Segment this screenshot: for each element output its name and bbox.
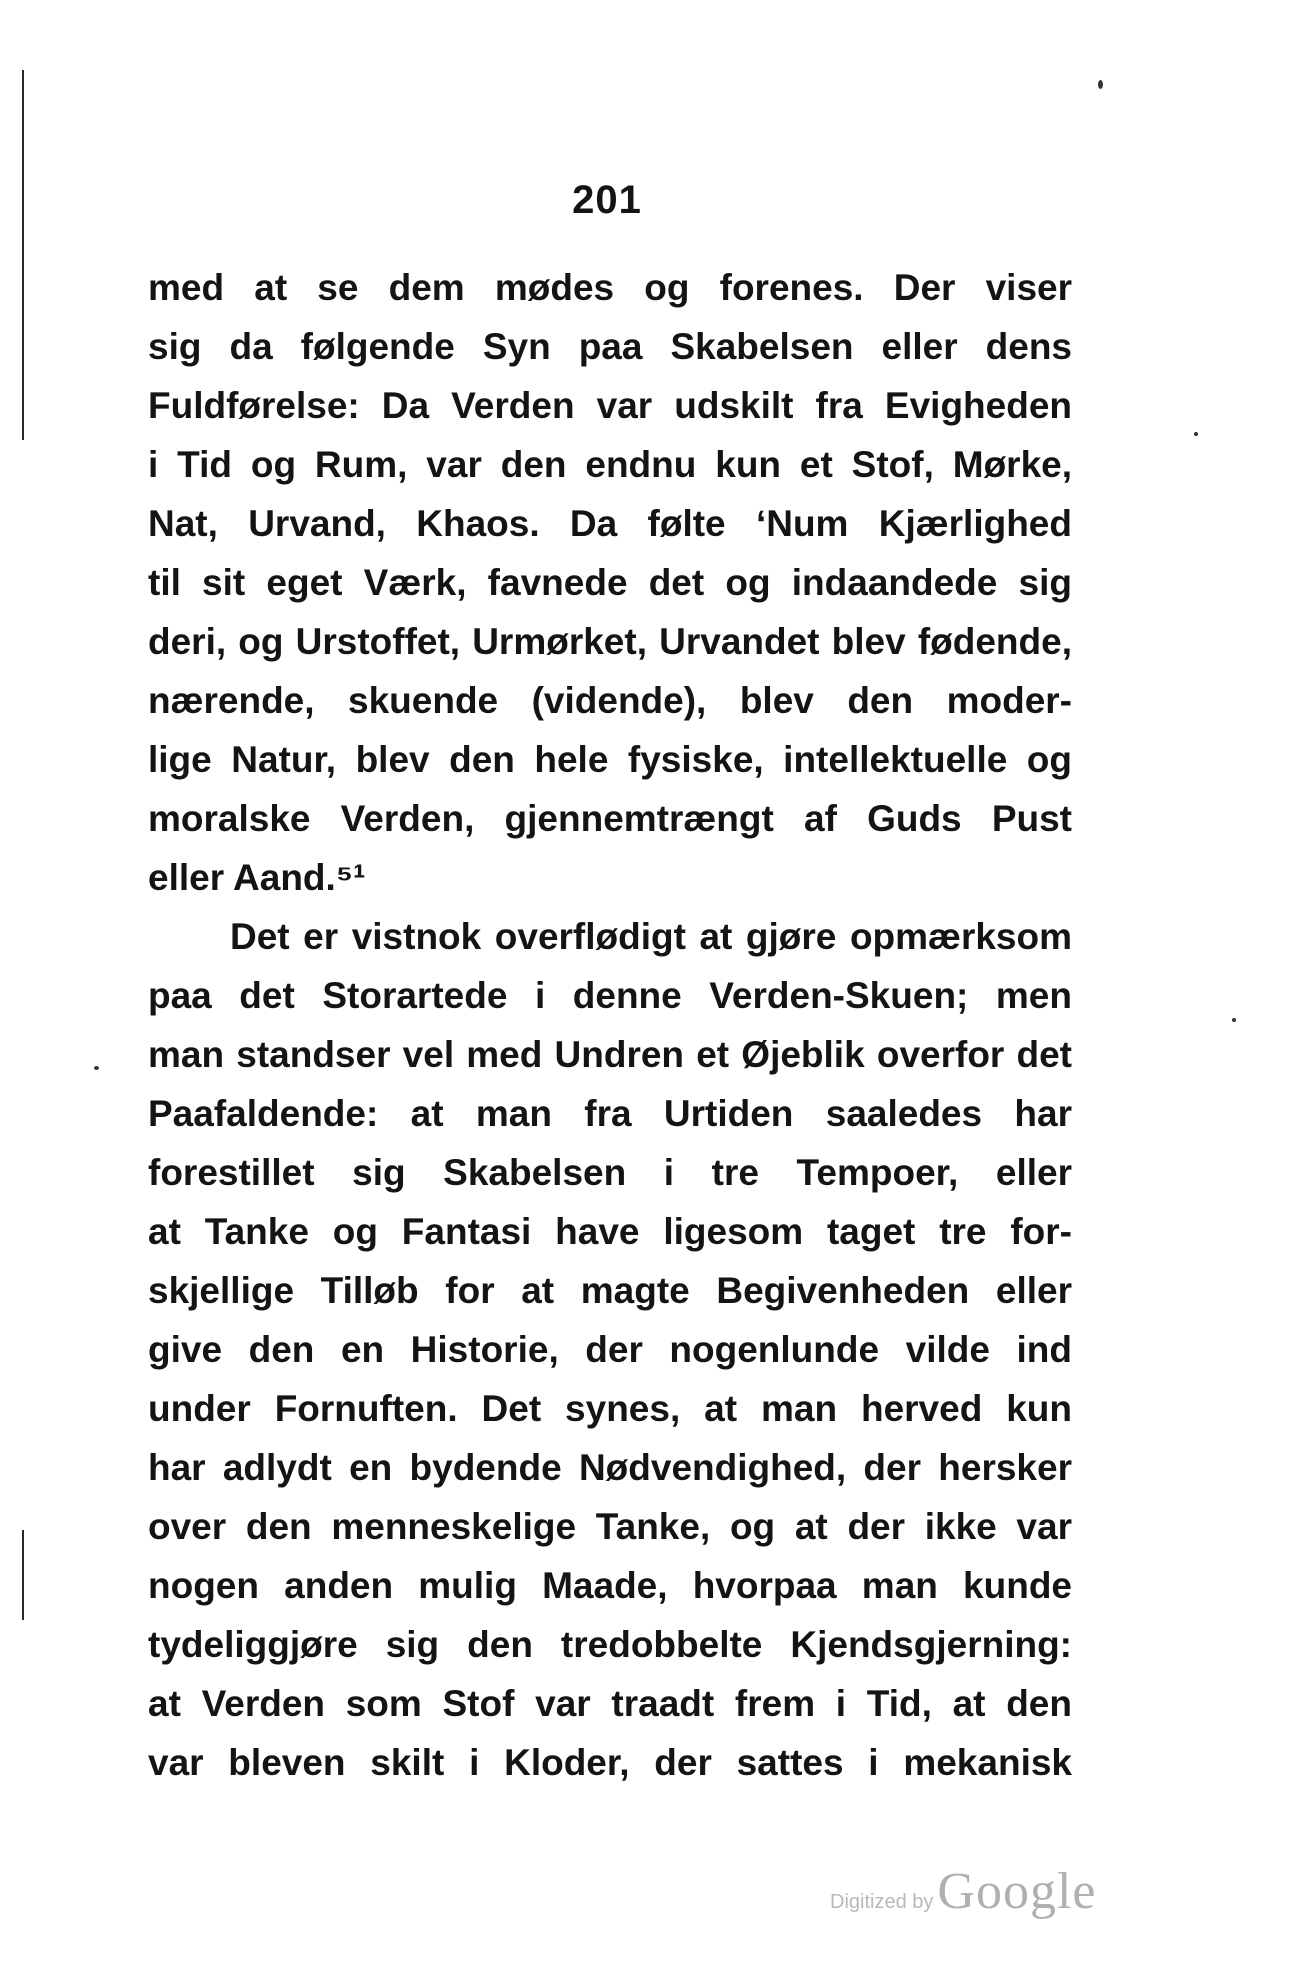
scan-edge-line-bottom — [22, 1530, 24, 1620]
text-line: Paafaldende: at man fra Urtiden saaledes har — [148, 1093, 1072, 1134]
text-line: forestillet sig Skabelsen i tre Tempoer, eller — [148, 1152, 1072, 1193]
body-text — [148, 258, 1072, 1792]
google-logo-text: Google — [937, 1863, 1097, 1920]
text-line: moralske Verden, gjennemtrængt af Guds Pust — [148, 798, 1072, 839]
scan-edge-line-top — [22, 70, 24, 440]
text-line: nærende, skuende (vidende), blev den moder- — [148, 680, 1072, 721]
text-line: Fuldførelse: Da Verden var udskilt fra Evigheden — [148, 385, 1072, 426]
scan-speck — [1098, 80, 1103, 89]
text-line: sig da følgende Syn paa Skabelsen eller dens — [148, 326, 1072, 367]
digitized-by-watermark — [830, 1862, 1096, 1921]
text-line: at Verden som Stof var traadt frem i Tid, at den — [148, 1683, 1072, 1724]
scan-speck — [1194, 432, 1198, 436]
text-line: i Tid og Rum, var den endnu kun et Stof, Mørke, — [148, 444, 1072, 485]
text-line: deri, og Urstoffet, Urmørket, Urvandet blev fødende, — [148, 621, 1072, 662]
text-line: har adlydt en bydende Nødvendighed, der hersker — [148, 1447, 1072, 1488]
text-line: Nat, Urvand, Khaos. Da følte ‘Num Kjærlighed — [148, 503, 1072, 544]
digitized-by-label: Digitized by — [830, 1891, 934, 1913]
text-line: nogen anden mulig Maade, hvorpaa man kunde — [148, 1565, 1072, 1606]
text-line: lige Natur, blev den hele fysiske, intellektuelle og — [148, 739, 1072, 780]
text-line: under Fornuften. Det synes, at man herved kun — [148, 1388, 1072, 1429]
text-line: give den en Historie, der nogenlunde vilde ind — [148, 1329, 1072, 1370]
text-line: var bleven skilt i Kloder, der sattes i mekanisk — [148, 1742, 1072, 1783]
text-line: skjellige Tilløb for at magte Begivenheden eller — [148, 1270, 1072, 1311]
text-line: med at se dem mødes og forenes. Der viser — [148, 267, 1072, 308]
scan-speck — [94, 1066, 99, 1070]
text-line: Det er vistnok overflødigt at gjøre opmærksom — [230, 916, 1072, 957]
text-line: at Tanke og Fantasi have ligesom taget tre for- — [148, 1211, 1072, 1252]
scan-speck — [1232, 1018, 1236, 1022]
text-line: til sit eget Værk, favnede det og indaandede sig — [148, 562, 1072, 603]
text-line: over den menneskelige Tanke, og at der ikke var — [148, 1506, 1072, 1547]
page-number: 201 — [572, 178, 642, 222]
text-line: paa det Storartede i denne Verden-Skuen; men — [148, 975, 1072, 1016]
text-line: man standser vel med Undren et Øjeblik overfor det — [148, 1034, 1072, 1075]
text-line: tydeliggjøre sig den tredobbelte Kjendsgjerning: — [148, 1624, 1072, 1665]
text-line: eller Aand.⁵¹ — [148, 857, 366, 898]
